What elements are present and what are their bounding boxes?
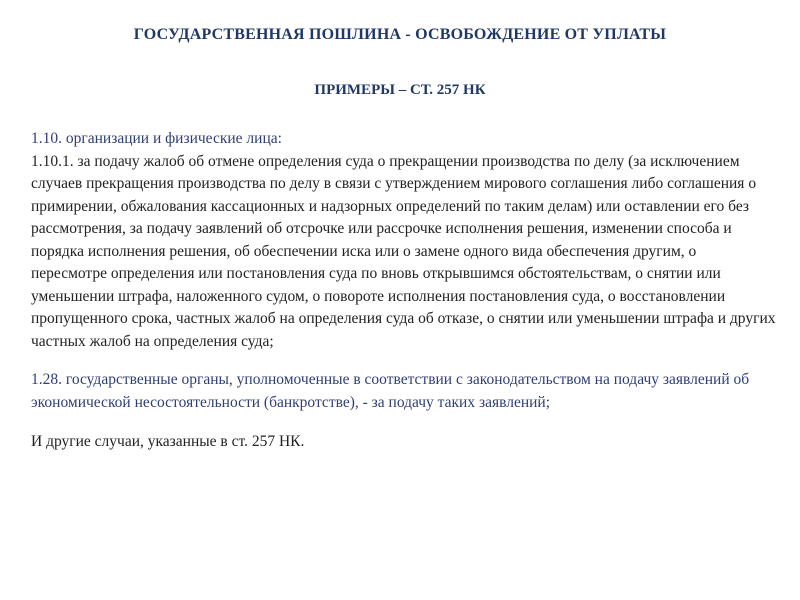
other-cases: И другие случаи, указанные в ст. 257 НК. <box>31 433 305 450</box>
item-1-28: 1.28. государственные органы, уполномоченные в соответствии с законодательством на подачу заявлений об экономической несостоятельности (банкротстве), - за подачу таких заявлений; <box>31 371 750 411</box>
item-1-10: 1.10. организации и физические лица: <box>31 130 282 147</box>
slide-title: ГОСУДАРСТВЕННАЯ ПОШЛИНА - ОСВОБОЖДЕНИЕ ОТ УПЛАТЫ <box>133 26 667 43</box>
item-1-10-1: 1.10.1. за подачу жалоб об отмене определения суда о прекращении производства по делу (за исключением случаев прекращения производства по делу в связи с утверждением мирового соглашения либо соглашения о примирении, обжалования кассационных и надзорных определений по таким делам) или оставлении его без рассмотрения, за подачу заявлений об отсрочке или рассрочке исполнения решения, изменении способа и порядка исполнения решения, об обеспечении иска или о замене одного вида обеспечения другим, о пересмотре определения или постановления суда по вновь открывшимся обстоятельствам, о снятии или уменьшении штрафа, наложенного судом, о повороте исполнения постановления суда, о восстановлении пропущенного срока, частных жалоб на определения суда об отказе, о снятии или уменьшении штрафа и других частных жалоб на определения суда; <box>31 152 776 350</box>
slide-body <box>31 128 776 454</box>
slide-subtitle: ПРИМЕРЫ – СТ. 257 НК <box>314 82 486 98</box>
